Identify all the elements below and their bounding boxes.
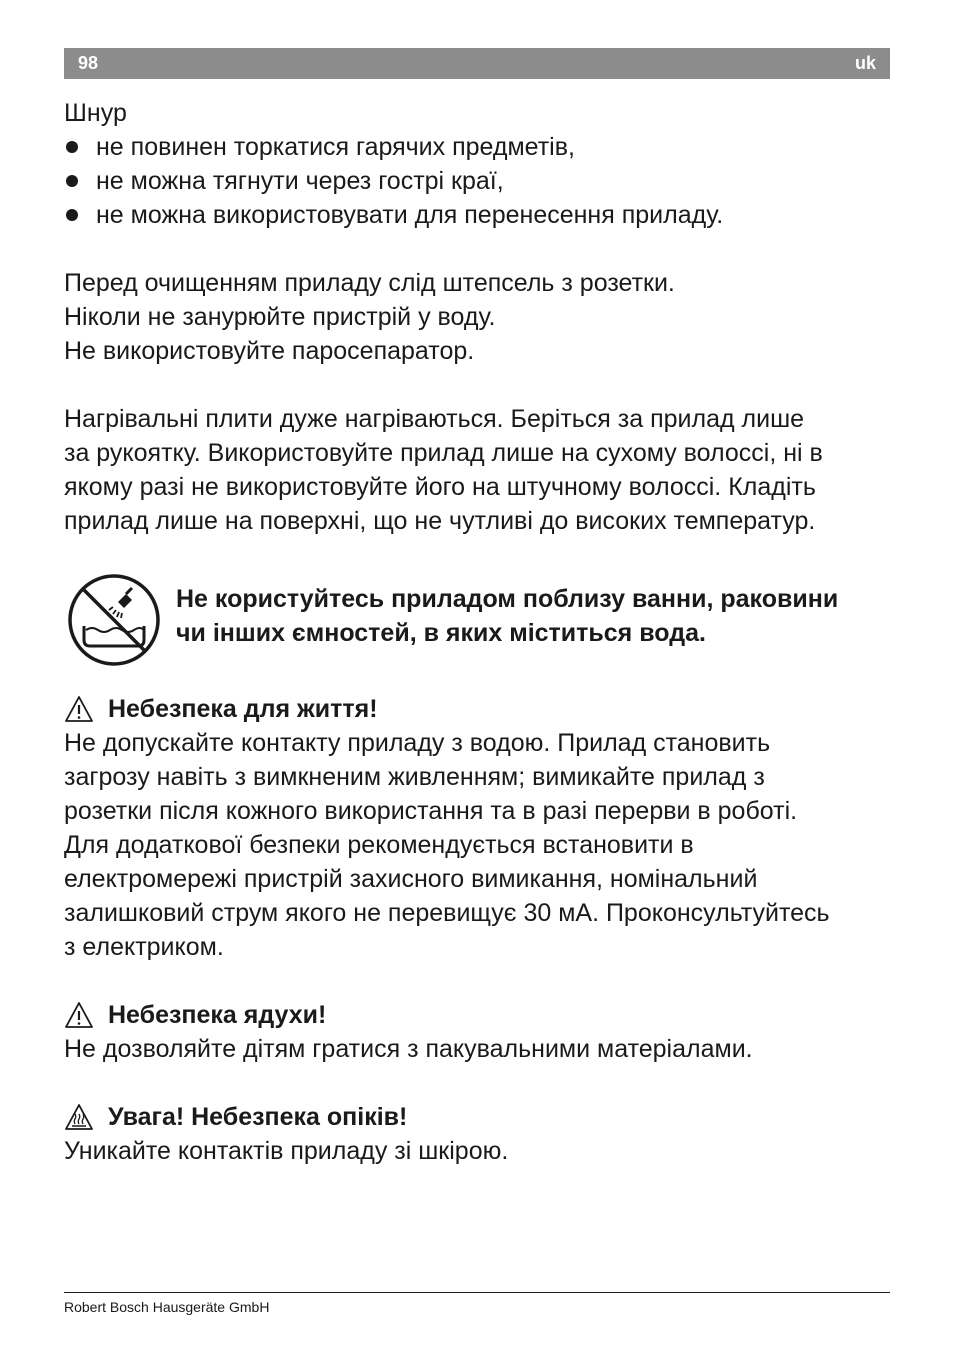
- danger-suffocation-text: Не дозволяйте дітям гратися з пакувальними матеріалами.: [64, 1035, 753, 1063]
- danger-life-heading: [64, 692, 890, 726]
- heating-line: Нагрівальні плити дуже нагріваються. Беріться за прилад лише: [64, 405, 805, 433]
- burn-warning-title: Увага! Небезпека опіків!: [108, 1103, 408, 1131]
- cord-list: [64, 130, 890, 232]
- language-code: uk: [854, 53, 876, 73]
- no-bath-icon: [66, 572, 162, 668]
- heating-section: [64, 402, 890, 538]
- danger-life-line: розетки після кожного використання та в разі перерви в роботі.: [64, 797, 798, 825]
- cleaning-line: Перед очищенням приладу слід штепсель з розетки.: [64, 269, 675, 297]
- list-item: [64, 198, 890, 232]
- footer-company: Robert Bosch Hausgeräte GmbH: [64, 1299, 270, 1315]
- warning-triangle-icon: [64, 1001, 94, 1029]
- cleaning-line: Не використовуйте паросепаратор.: [64, 337, 475, 365]
- hot-surface-warning-icon: [64, 1103, 94, 1131]
- list-item-text: не повинен торкатися гарячих предметів,: [96, 133, 575, 161]
- danger-suffocation-section: [64, 998, 890, 1066]
- header-bar: [64, 48, 890, 79]
- page-number: 98: [78, 53, 99, 73]
- heating-line: прилад лише на поверхні, що не чутливі до високих температур.: [64, 507, 816, 535]
- list-item: [64, 164, 890, 198]
- bath-warning-line: чи інших ємностей, в яких міститься вода.: [176, 619, 706, 647]
- danger-life-line: залишковий струм якого не перевищує 30 мА. Проконсультуйтесь: [64, 899, 830, 927]
- bath-warning-text: [176, 582, 838, 650]
- cleaning-line: Ніколи не занурюйте пристрій у воду.: [64, 303, 496, 331]
- bullet-icon: [66, 175, 78, 187]
- danger-life-line: Для додаткової безпеки рекомендується встановити в: [64, 831, 694, 859]
- danger-life-line: з електриком.: [64, 933, 224, 961]
- danger-life-line: електромережі пристрій захисного вимикання, номінальний: [64, 865, 758, 893]
- cord-title: Шнур: [64, 99, 127, 127]
- list-item-text: не можна тягнути через гострі краї,: [96, 167, 504, 195]
- heating-line: за рукоятку. Використовуйте прилад лише на сухому волоссі, ні в: [64, 439, 823, 467]
- warning-triangle-icon: [64, 695, 94, 723]
- list-item: [64, 130, 890, 164]
- list-item-text: не можна використовувати для перенесення приладу.: [96, 201, 724, 229]
- danger-suffocation-heading: [64, 998, 890, 1032]
- danger-life-section: [64, 692, 890, 964]
- bullet-icon: [66, 209, 78, 221]
- cleaning-section: [64, 266, 890, 368]
- bath-warning: [64, 572, 890, 672]
- bath-warning-line: Не користуйтесь приладом поблизу ванни, раковини: [176, 585, 839, 613]
- bullet-icon: [66, 141, 78, 153]
- burn-warning-text: Уникайте контактів приладу зі шкірою.: [64, 1137, 509, 1165]
- cord-section: [64, 96, 890, 232]
- heating-line: якому разі не використовуйте його на штучному волоссі. Кладіть: [64, 473, 816, 501]
- burn-warning-heading: [64, 1100, 890, 1134]
- danger-suffocation-title: Небезпека ядухи!: [108, 1001, 327, 1029]
- danger-life-line: Не допускайте контакту приладу з водою. Прилад становить: [64, 729, 771, 757]
- footer-divider: [64, 1292, 890, 1293]
- page-content: [64, 96, 890, 1202]
- danger-life-title: Небезпека для життя!: [108, 695, 378, 723]
- burn-warning-section: [64, 1100, 890, 1168]
- danger-life-line: загрозу навіть з вимкненим живленням; вимикайте прилад з: [64, 763, 765, 791]
